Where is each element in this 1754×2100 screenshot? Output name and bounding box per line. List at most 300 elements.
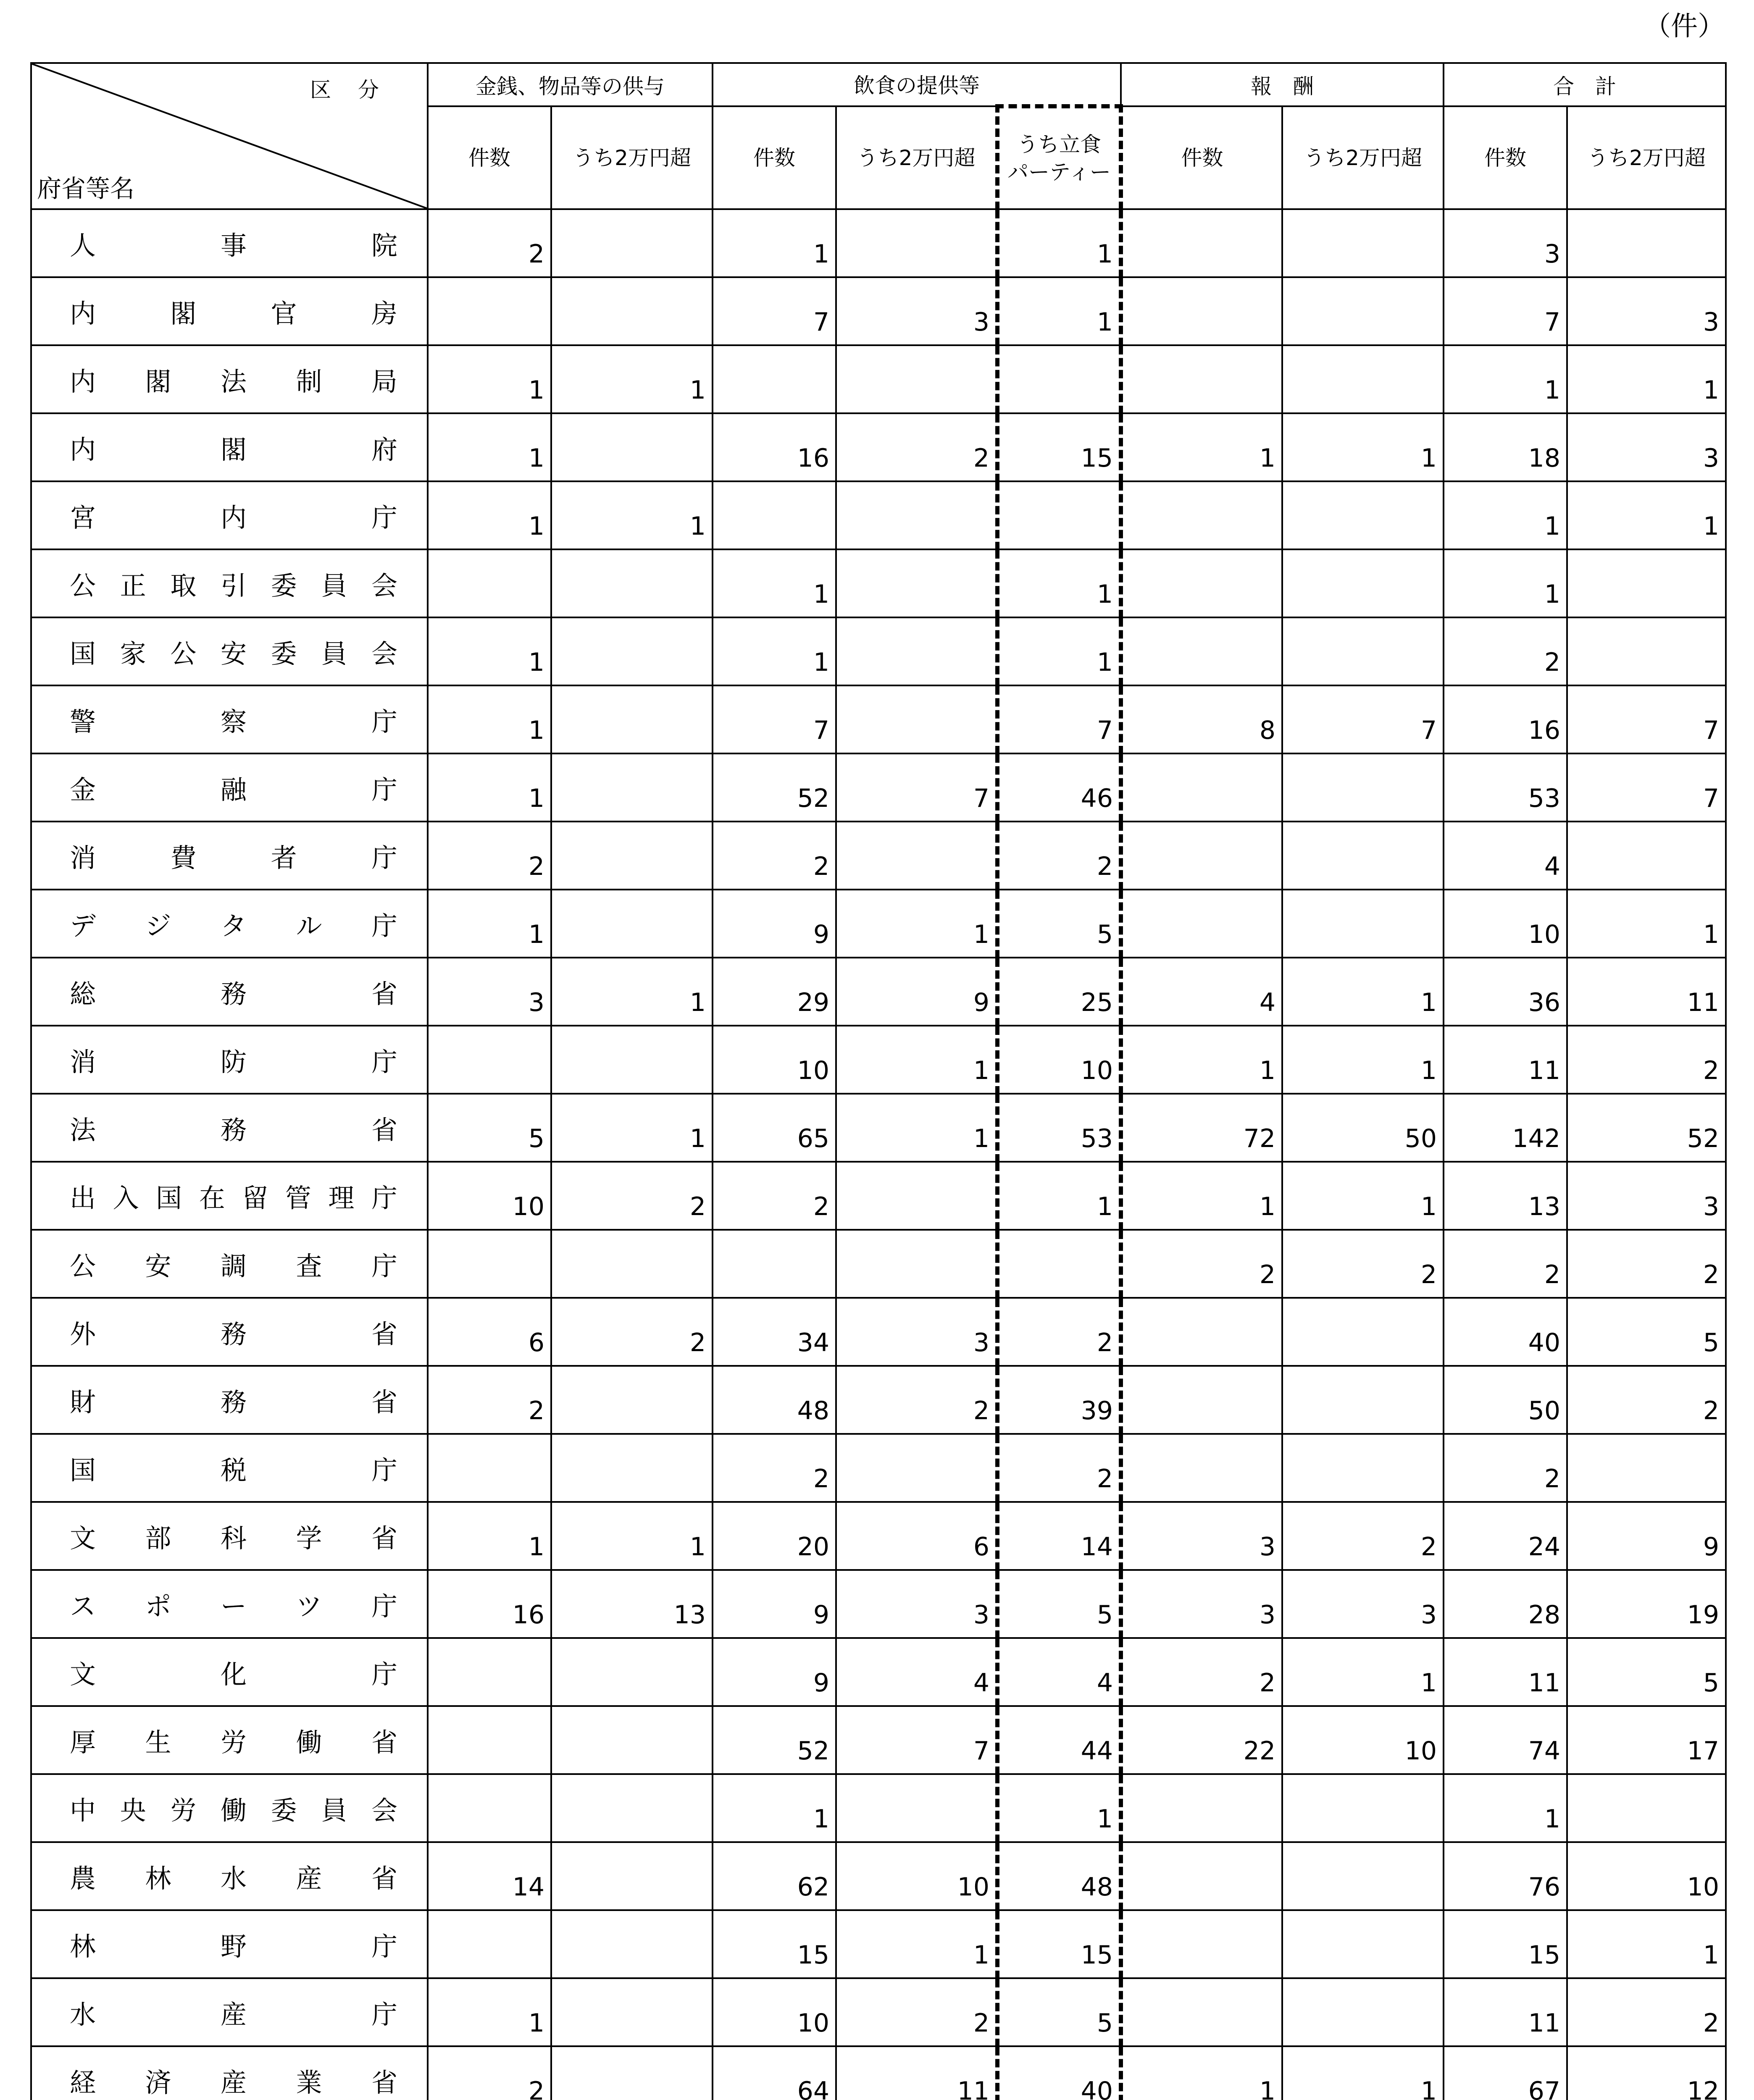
- table-row: [31, 1026, 1726, 1094]
- cell-gift-over20k: 1: [551, 958, 713, 1026]
- table-row: [31, 481, 1726, 549]
- cell-fee-over20k: 1: [1282, 1162, 1444, 1230]
- cell-meal-over20k: [836, 1230, 997, 1298]
- subheader-count: 件数: [1121, 106, 1282, 209]
- unit-label: （件）: [1644, 11, 1725, 42]
- cell-gift-count: 1: [428, 617, 551, 685]
- ministry-name: [31, 1502, 428, 1570]
- cell-meal-count: 65: [713, 1094, 836, 1162]
- ministry-name-char: 警: [70, 706, 96, 737]
- ministry-name-char: 防: [220, 1046, 247, 1077]
- ministry-name-char: 安: [220, 638, 247, 669]
- ministry-name: [31, 481, 428, 549]
- cell-total-over20k: 2: [1567, 1366, 1726, 1434]
- cell-gift-count: 1: [428, 413, 551, 481]
- cell-fee-count: 1: [1121, 1162, 1282, 1230]
- cell-meal-standing-party: 5: [997, 890, 1121, 958]
- cell-meal-standing-party: 53: [997, 1094, 1121, 1162]
- ministry-name-char: 野: [220, 1931, 247, 1962]
- cell-meal-count: 1: [713, 209, 836, 277]
- cell-gift-over20k: 2: [551, 1298, 713, 1366]
- table-body: [31, 209, 1726, 2100]
- ministry-name-char: 会: [371, 1795, 397, 1826]
- cell-meal-standing-party: 7: [997, 685, 1121, 753]
- ministry-name-char: 正: [120, 570, 146, 601]
- cell-total-over20k: 5: [1567, 1298, 1726, 1366]
- table-row: [31, 1774, 1726, 1842]
- table-row: [31, 1366, 1726, 1434]
- cell-meal-over20k: 3: [836, 277, 997, 345]
- table-row: [31, 1978, 1726, 2046]
- cell-meal-over20k: 1: [836, 1910, 997, 1978]
- cell-total-over20k: 10: [1567, 1842, 1726, 1910]
- cell-total-count: 28: [1444, 1570, 1567, 1638]
- ministry-name-char: 庁: [371, 842, 397, 873]
- cell-meal-count: 64: [713, 2046, 836, 2100]
- cell-total-over20k: 17: [1567, 1706, 1726, 1774]
- ministry-name-char: 省: [371, 1727, 397, 1758]
- ministry-name-char: 在: [199, 1182, 225, 1213]
- table-row: [31, 822, 1726, 890]
- cell-total-over20k: 3: [1567, 413, 1726, 481]
- cell-total-count: 18: [1444, 413, 1567, 481]
- cell-meal-standing-party: 25: [997, 958, 1121, 1026]
- ministry-name-char: 労: [170, 1795, 197, 1826]
- cell-meal-standing-party: [997, 481, 1121, 549]
- ministry-name-char: 制: [296, 366, 322, 397]
- cell-gift-count: 2: [428, 1366, 551, 1434]
- cell-meal-standing-party: 44: [997, 1706, 1121, 1774]
- cell-meal-count: 16: [713, 413, 836, 481]
- ministry-name-char: 農: [70, 1863, 96, 1894]
- ministry-name: [31, 617, 428, 685]
- cell-gift-count: 10: [428, 1162, 551, 1230]
- ministry-name-char: 総: [70, 978, 96, 1009]
- table-row: [31, 1298, 1726, 1366]
- table-row: [31, 1230, 1726, 1298]
- cell-fee-count: 8: [1121, 685, 1282, 753]
- ministry-name-char: 庁: [371, 1591, 397, 1622]
- ministry-name-char: 労: [220, 1727, 247, 1758]
- cell-gift-over20k: [551, 1026, 713, 1094]
- cell-meal-count: 2: [713, 1162, 836, 1230]
- cell-gift-count: 6: [428, 1298, 551, 1366]
- ministry-name-char: 産: [220, 1999, 247, 2030]
- cell-meal-standing-party: 39: [997, 1366, 1121, 1434]
- subheader-over20k: うち2万円超: [836, 106, 997, 209]
- cell-fee-count: 2: [1121, 1230, 1282, 1298]
- cell-gift-over20k: [551, 2046, 713, 2100]
- ministry-name-char: 府: [371, 434, 397, 465]
- cell-meal-over20k: [836, 685, 997, 753]
- cell-gift-over20k: 2: [551, 1162, 713, 1230]
- ministry-name-char: 税: [220, 1454, 247, 1486]
- ministry-name: [31, 958, 428, 1026]
- cell-gift-over20k: [551, 890, 713, 958]
- cell-fee-over20k: [1282, 549, 1444, 617]
- cell-meal-count: 7: [713, 685, 836, 753]
- cell-fee-count: [1121, 345, 1282, 413]
- ministry-name-char: 国: [70, 1454, 96, 1486]
- cell-gift-count: 1: [428, 753, 551, 822]
- cell-meal-over20k: 1: [836, 890, 997, 958]
- ministry-name-char: 公: [170, 638, 197, 669]
- cell-meal-over20k: 1: [836, 1094, 997, 1162]
- cell-meal-over20k: 10: [836, 1842, 997, 1910]
- cell-total-over20k: 2: [1567, 1026, 1726, 1094]
- table-row: [31, 1434, 1726, 1502]
- cell-gift-count: [428, 1230, 551, 1298]
- cell-gift-over20k: [551, 1842, 713, 1910]
- cell-total-count: 50: [1444, 1366, 1567, 1434]
- ministry-name-char: 産: [296, 1863, 322, 1894]
- cell-total-count: 67: [1444, 2046, 1567, 2100]
- ministry-name-char: 出: [70, 1182, 96, 1213]
- cell-meal-over20k: 1: [836, 1026, 997, 1094]
- ministry-name: [31, 1162, 428, 1230]
- cell-meal-count: 2: [713, 822, 836, 890]
- ministry-name-char: 省: [371, 2067, 397, 2098]
- ministry-name-char: 省: [371, 1522, 397, 1554]
- subheader-over20k: うち2万円超: [1282, 106, 1444, 209]
- subheader-standing-party: うち立食 パーティー: [997, 106, 1121, 209]
- ministry-name-char: 宮: [70, 502, 96, 533]
- cell-meal-count: 1: [713, 617, 836, 685]
- ministry-name-char: 事: [220, 230, 247, 261]
- cell-meal-count: 9: [713, 890, 836, 958]
- ministry-name-char: 閣: [145, 366, 171, 397]
- cell-fee-over20k: 3: [1282, 1570, 1444, 1638]
- cell-fee-count: [1121, 549, 1282, 617]
- cell-total-count: 1: [1444, 481, 1567, 549]
- table-row: [31, 617, 1726, 685]
- cell-total-count: 7: [1444, 277, 1567, 345]
- ministry-name: [31, 1434, 428, 1502]
- cell-fee-count: 1: [1121, 413, 1282, 481]
- cell-meal-count: 2: [713, 1434, 836, 1502]
- cell-total-over20k: 1: [1567, 345, 1726, 413]
- cell-fee-over20k: [1282, 1366, 1444, 1434]
- cell-meal-over20k: [836, 822, 997, 890]
- ministry-name: [31, 1842, 428, 1910]
- table-row: [31, 753, 1726, 822]
- ministry-name-char: 委: [271, 638, 297, 669]
- cell-fee-over20k: [1282, 617, 1444, 685]
- cell-meal-over20k: 3: [836, 1298, 997, 1366]
- cell-gift-over20k: [551, 1910, 713, 1978]
- cell-total-count: 142: [1444, 1094, 1567, 1162]
- cell-gift-count: 2: [428, 2046, 551, 2100]
- cell-total-over20k: 2: [1567, 1230, 1726, 1298]
- cell-meal-count: 29: [713, 958, 836, 1026]
- ministry-name: [31, 1026, 428, 1094]
- ministry-name-char: 人: [70, 230, 96, 261]
- cell-gift-count: [428, 1638, 551, 1706]
- cell-meal-count: 52: [713, 753, 836, 822]
- ministry-name-char: 外: [70, 1318, 96, 1349]
- cell-gift-over20k: 1: [551, 345, 713, 413]
- ministry-name-char: 会: [371, 570, 397, 601]
- cell-fee-count: 4: [1121, 958, 1282, 1026]
- cell-meal-standing-party: 1: [997, 617, 1121, 685]
- cell-total-count: 2: [1444, 1230, 1567, 1298]
- cell-meal-over20k: [836, 1162, 997, 1230]
- table-row: [31, 277, 1726, 345]
- cell-fee-count: [1121, 277, 1282, 345]
- cell-gift-count: 1: [428, 685, 551, 753]
- ministry-name-char: 員: [321, 1795, 347, 1826]
- ministry-name-char: デ: [70, 910, 96, 941]
- ministry-name-char: 房: [371, 298, 397, 329]
- ministry-name-char: 経: [70, 2067, 96, 2098]
- ministry-name-char: 員: [321, 570, 347, 601]
- cell-meal-count: 48: [713, 1366, 836, 1434]
- ministry-name: [31, 822, 428, 890]
- cell-fee-over20k: [1282, 1774, 1444, 1842]
- ministry-name: [31, 1910, 428, 1978]
- cell-fee-count: 3: [1121, 1570, 1282, 1638]
- cell-meal-count: 10: [713, 1026, 836, 1094]
- cell-meal-over20k: 2: [836, 1366, 997, 1434]
- cell-meal-over20k: [836, 1774, 997, 1842]
- ministry-name: [31, 890, 428, 958]
- cell-total-count: 53: [1444, 753, 1567, 822]
- table-row: [31, 209, 1726, 277]
- ministry-name-char: 法: [70, 1114, 96, 1145]
- cell-fee-count: 1: [1121, 2046, 1282, 2100]
- ministry-name-char: 庁: [371, 910, 397, 941]
- group-header-gifts: 金銭、物品等の供与: [428, 63, 713, 106]
- cell-meal-standing-party: 46: [997, 753, 1121, 822]
- ministry-name-char: 科: [220, 1522, 247, 1554]
- ministry-name-char: 員: [321, 638, 347, 669]
- ministry-name-char: 内: [220, 502, 247, 533]
- cell-gift-over20k: [551, 1978, 713, 2046]
- cell-total-over20k: 52: [1567, 1094, 1726, 1162]
- cell-gift-count: [428, 1774, 551, 1842]
- cell-fee-over20k: 2: [1282, 1502, 1444, 1570]
- cell-fee-over20k: [1282, 277, 1444, 345]
- cell-fee-over20k: 7: [1282, 685, 1444, 753]
- ministry-name-char: 法: [220, 366, 247, 397]
- ministry-name: [31, 1706, 428, 1774]
- ministry-name-char: 者: [271, 842, 297, 873]
- cell-fee-over20k: [1282, 209, 1444, 277]
- cell-fee-over20k: 10: [1282, 1706, 1444, 1774]
- cell-fee-count: [1121, 1774, 1282, 1842]
- cell-total-over20k: 2: [1567, 1978, 1726, 2046]
- cell-gift-over20k: [551, 753, 713, 822]
- cell-gift-over20k: [551, 1230, 713, 1298]
- ministry-name-char: 務: [220, 1386, 247, 1418]
- ministry-name-char: 務: [220, 978, 247, 1009]
- cell-meal-count: [713, 481, 836, 549]
- cell-total-count: 11: [1444, 1978, 1567, 2046]
- ministry-name-char: 会: [371, 638, 397, 669]
- table-row: [31, 1910, 1726, 1978]
- ministry-name-char: 部: [145, 1522, 171, 1554]
- cell-meal-over20k: 2: [836, 413, 997, 481]
- cell-total-count: 16: [1444, 685, 1567, 753]
- cell-fee-count: [1121, 1842, 1282, 1910]
- cell-meal-over20k: [836, 209, 997, 277]
- ministry-name-char: 金: [70, 774, 96, 805]
- cell-gift-count: 1: [428, 345, 551, 413]
- cell-gift-count: 1: [428, 890, 551, 958]
- cell-meal-over20k: 7: [836, 753, 997, 822]
- cell-meal-standing-party: 1: [997, 209, 1121, 277]
- cell-total-count: 40: [1444, 1298, 1567, 1366]
- cell-gift-over20k: [551, 1366, 713, 1434]
- cell-meal-standing-party: 14: [997, 1502, 1121, 1570]
- cell-meal-standing-party: 2: [997, 822, 1121, 890]
- ministry-name-char: 国: [156, 1182, 182, 1213]
- cell-meal-over20k: 9: [836, 958, 997, 1026]
- cell-total-over20k: 11: [1567, 958, 1726, 1026]
- ministry-name-char: 庁: [371, 1046, 397, 1077]
- ministry-name-char: 公: [70, 1250, 96, 1281]
- cell-gift-over20k: 13: [551, 1570, 713, 1638]
- ministry-name-char: 委: [271, 1795, 297, 1826]
- cell-fee-over20k: [1282, 345, 1444, 413]
- ministry-name: [31, 1094, 428, 1162]
- cell-fee-count: 2: [1121, 1638, 1282, 1706]
- table-row: [31, 1162, 1726, 1230]
- ministry-name-char: 学: [296, 1522, 322, 1554]
- ministry-name-char: 委: [271, 570, 297, 601]
- cell-total-count: 76: [1444, 1842, 1567, 1910]
- cell-meal-over20k: 4: [836, 1638, 997, 1706]
- ministry-name-char: ポ: [145, 1591, 171, 1622]
- ministry-name-char: 庁: [371, 706, 397, 737]
- table-row: [31, 549, 1726, 617]
- cell-gift-count: 1: [428, 1502, 551, 1570]
- ministry-name: [31, 413, 428, 481]
- cell-total-over20k: 3: [1567, 277, 1726, 345]
- cell-gift-over20k: [551, 822, 713, 890]
- ministry-name: [31, 685, 428, 753]
- ministry-label: 府省等名: [37, 174, 135, 203]
- ministry-name-char: 水: [70, 1999, 96, 2030]
- cell-total-over20k: 5: [1567, 1638, 1726, 1706]
- cell-gift-count: [428, 277, 551, 345]
- ministry-name-char: 留: [242, 1182, 268, 1213]
- ministry-name: [31, 1366, 428, 1434]
- ministry-name: [31, 1978, 428, 2046]
- cell-fee-count: [1121, 1910, 1282, 1978]
- ministry-name-char: 費: [170, 842, 197, 873]
- ministry-name-char: 庁: [371, 1454, 397, 1486]
- ministry-name-char: 閣: [170, 298, 197, 329]
- ministry-name-char: 庁: [371, 774, 397, 805]
- ministry-name-char: 国: [70, 638, 96, 669]
- ministry-name-char: 省: [371, 1863, 397, 1894]
- table-row: [31, 345, 1726, 413]
- cell-gift-count: 1: [428, 1978, 551, 2046]
- ministry-name-char: 庁: [371, 1182, 397, 1213]
- table-row: [31, 413, 1726, 481]
- cell-fee-count: 72: [1121, 1094, 1282, 1162]
- cell-gift-over20k: [551, 1706, 713, 1774]
- cell-total-over20k: 12: [1567, 2046, 1726, 2100]
- ministry-name: [31, 277, 428, 345]
- cell-meal-standing-party: 1: [997, 549, 1121, 617]
- cell-total-over20k: [1567, 209, 1726, 277]
- cell-fee-over20k: 1: [1282, 1026, 1444, 1094]
- ministry-name-char: 庁: [371, 1999, 397, 2030]
- cell-meal-standing-party: 10: [997, 1026, 1121, 1094]
- cell-gift-over20k: [551, 277, 713, 345]
- cell-gift-count: [428, 1026, 551, 1094]
- ministry-name-char: 内: [70, 434, 96, 465]
- ministry-name-char: 業: [296, 2067, 322, 2098]
- cell-total-over20k: [1567, 1434, 1726, 1502]
- cell-fee-over20k: 50: [1282, 1094, 1444, 1162]
- cell-meal-standing-party: 48: [997, 1842, 1121, 1910]
- cell-total-over20k: [1567, 549, 1726, 617]
- ministry-name-char: 家: [120, 638, 146, 669]
- ministry-name-char: 消: [70, 842, 96, 873]
- ministry-name-char: ス: [70, 1591, 96, 1622]
- ministry-name-char: 務: [220, 1318, 247, 1349]
- cell-meal-count: 9: [713, 1570, 836, 1638]
- subheader-count: 件数: [713, 106, 836, 209]
- header-corner-cell: [31, 63, 428, 209]
- ministry-name-char: 取: [170, 570, 197, 601]
- cell-gift-over20k: [551, 209, 713, 277]
- cell-fee-over20k: [1282, 753, 1444, 822]
- cell-total-count: 36: [1444, 958, 1567, 1026]
- cell-total-over20k: 7: [1567, 753, 1726, 822]
- table-row: [31, 958, 1726, 1026]
- cell-meal-count: 52: [713, 1706, 836, 1774]
- ministry-name: [31, 549, 428, 617]
- cell-gift-count: [428, 1910, 551, 1978]
- cell-gift-over20k: 1: [551, 481, 713, 549]
- ministry-name-char: 察: [220, 706, 247, 737]
- ministry-name-char: 理: [328, 1182, 355, 1213]
- cell-meal-count: 7: [713, 277, 836, 345]
- ministry-name-char: 院: [371, 230, 397, 261]
- ministry-name-char: ツ: [296, 1591, 322, 1622]
- ministry-name-char: 消: [70, 1046, 96, 1077]
- cell-meal-standing-party: 40: [997, 2046, 1121, 2100]
- cell-fee-count: [1121, 890, 1282, 958]
- cell-total-count: 74: [1444, 1706, 1567, 1774]
- table-row: [31, 1094, 1726, 1162]
- cell-gift-over20k: [551, 1774, 713, 1842]
- cell-fee-count: [1121, 753, 1282, 822]
- cell-gift-over20k: [551, 413, 713, 481]
- cell-meal-count: 1: [713, 549, 836, 617]
- cell-gift-over20k: 1: [551, 1502, 713, 1570]
- ministry-name-char: 公: [70, 570, 96, 601]
- cell-meal-count: [713, 345, 836, 413]
- cell-fee-count: 22: [1121, 1706, 1282, 1774]
- cell-meal-count: 34: [713, 1298, 836, 1366]
- cell-total-over20k: [1567, 1774, 1726, 1842]
- ministry-name-char: 働: [220, 1795, 247, 1826]
- cell-fee-count: [1121, 617, 1282, 685]
- cell-total-count: 13: [1444, 1162, 1567, 1230]
- cell-total-over20k: [1567, 822, 1726, 890]
- cell-gift-over20k: [551, 549, 713, 617]
- ministry-name-char: 安: [145, 1250, 171, 1281]
- ministry-name-char: 務: [220, 1114, 247, 1145]
- ministry-name-char: 閣: [220, 434, 247, 465]
- ministry-name-char: 局: [371, 366, 397, 397]
- cell-meal-over20k: 7: [836, 1706, 997, 1774]
